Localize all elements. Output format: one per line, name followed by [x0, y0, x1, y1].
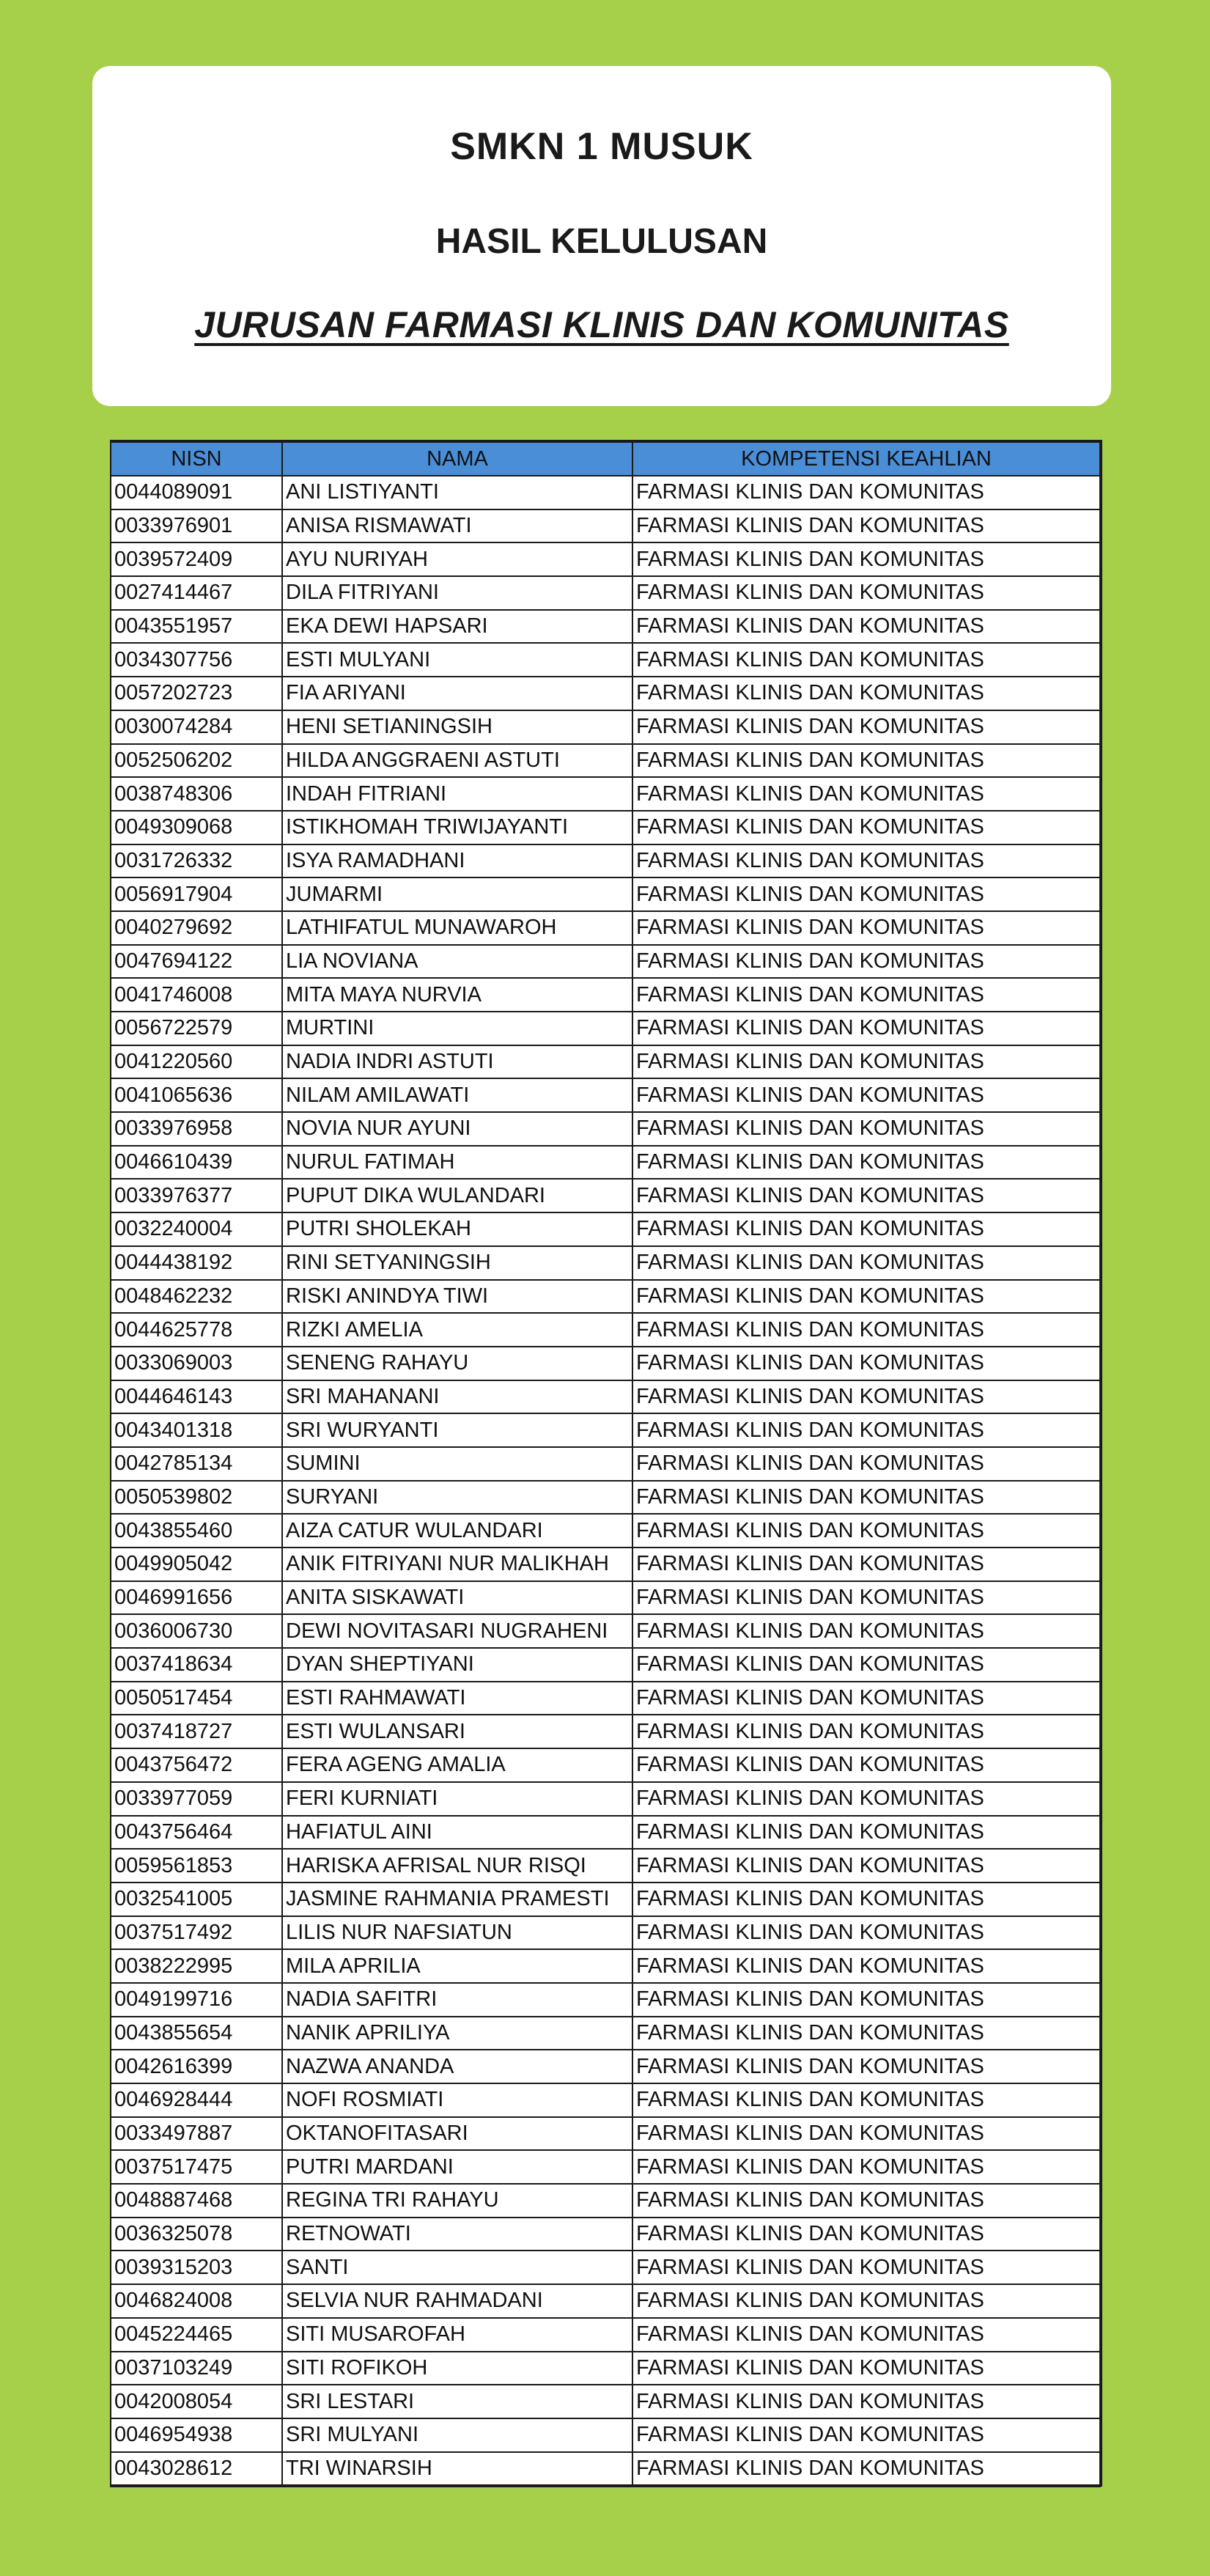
table-row [111, 2150, 1100, 2184]
table-row [111, 1112, 1100, 1146]
cell-nisn: 0032240004 [111, 1212, 282, 1246]
cell-kompetensi: FARMASI KLINIS DAN KOMUNITAS [632, 877, 1100, 911]
cell-nisn: 0044438192 [111, 1246, 282, 1280]
table-row [111, 710, 1100, 744]
cell-kompetensi: FARMASI KLINIS DAN KOMUNITAS [632, 1949, 1100, 1983]
cell-kompetensi: FARMASI KLINIS DAN KOMUNITAS [632, 1280, 1100, 1314]
cell-nisn: 0031726332 [111, 844, 282, 878]
cell-nisn: 0043401318 [111, 1413, 282, 1447]
table-row [111, 1146, 1100, 1180]
cell-nama: ANIK FITRIYANI NUR MALIKHAH [282, 1548, 632, 1581]
cell-nama: SITI ROFIKOH [282, 2352, 632, 2385]
cell-nama: SRI LESTARI [282, 2385, 632, 2418]
table-row [111, 1816, 1100, 1850]
cell-nisn: 0033976377 [111, 1179, 282, 1212]
cell-nama: SRI MAHANANI [282, 1380, 632, 1414]
graduation-table [110, 440, 1101, 2487]
table-row [111, 2385, 1100, 2418]
cell-nisn: 0043855654 [111, 2017, 282, 2050]
cell-nisn: 0041746008 [111, 978, 282, 1012]
table-row [111, 744, 1100, 778]
table-row [111, 1280, 1100, 1314]
table-row [111, 911, 1100, 945]
table-row [111, 2284, 1100, 2318]
cell-nama: HENI SETIANINGSIH [282, 710, 632, 744]
cell-nama: LIA NOVIANA [282, 945, 632, 979]
cell-nama: RINI SETYANINGSIH [282, 1246, 632, 1280]
table-row [111, 1883, 1100, 1916]
table-row [111, 2218, 1100, 2251]
cell-nama: NAZWA ANANDA [282, 2050, 632, 2083]
cell-nisn: 0046991656 [111, 1581, 282, 1615]
cell-kompetensi: FARMASI KLINIS DAN KOMUNITAS [632, 1246, 1100, 1280]
cell-nisn: 0043855460 [111, 1514, 282, 1548]
cell-nama: SRI MULYANI [282, 2418, 632, 2452]
cell-nisn: 0032541005 [111, 1883, 282, 1916]
cell-nama: PUTRI SHOLEKAH [282, 1212, 632, 1246]
table-row [111, 1614, 1100, 1648]
cell-kompetensi: FARMASI KLINIS DAN KOMUNITAS [632, 1179, 1100, 1212]
cell-nisn: 0038222995 [111, 1949, 282, 1983]
table-row [111, 1078, 1100, 1112]
table-row [111, 1045, 1100, 1079]
cell-nisn: 0037418727 [111, 1715, 282, 1748]
cell-kompetensi: FARMASI KLINIS DAN KOMUNITAS [632, 2117, 1100, 2151]
cell-kompetensi: FARMASI KLINIS DAN KOMUNITAS [632, 1447, 1100, 1481]
cell-kompetensi: FARMASI KLINIS DAN KOMUNITAS [632, 1682, 1100, 1715]
table-row [111, 877, 1100, 911]
cell-kompetensi: FARMASI KLINIS DAN KOMUNITAS [632, 2352, 1100, 2385]
cell-nisn: 0059561853 [111, 1849, 282, 1883]
cell-kompetensi: FARMASI KLINIS DAN KOMUNITAS [632, 576, 1100, 610]
cell-nisn: 0047694122 [111, 945, 282, 979]
cell-nisn: 0040279692 [111, 911, 282, 945]
cell-nama: HILDA ANGGRAENI ASTUTI [282, 744, 632, 778]
cell-nama: DEWI NOVITASARI NUGRAHENI [282, 1614, 632, 1648]
cell-kompetensi: FARMASI KLINIS DAN KOMUNITAS [632, 978, 1100, 1012]
table-row [111, 576, 1100, 610]
cell-kompetensi: FARMASI KLINIS DAN KOMUNITAS [632, 2251, 1100, 2284]
table-row [111, 1012, 1100, 1045]
cell-nama: NOFI ROSMIATI [282, 2083, 632, 2117]
cell-nama: ESTI RAHMAWATI [282, 1682, 632, 1715]
cell-kompetensi: FARMASI KLINIS DAN KOMUNITAS [632, 1916, 1100, 1950]
cell-kompetensi: FARMASI KLINIS DAN KOMUNITAS [632, 844, 1100, 878]
cell-nisn: 0043756464 [111, 1816, 282, 1850]
cell-nisn: 0033497887 [111, 2117, 282, 2151]
cell-nama: EKA DEWI HAPSARI [282, 610, 632, 644]
cell-nama: MITA MAYA NURVIA [282, 978, 632, 1012]
cell-nisn: 0044646143 [111, 1380, 282, 1414]
cell-nisn: 0033069003 [111, 1347, 282, 1380]
cell-nama: TRI WINARSIH [282, 2452, 632, 2487]
cell-kompetensi: FARMASI KLINIS DAN KOMUNITAS [632, 509, 1100, 543]
cell-nama: MILA APRILIA [282, 1949, 632, 1983]
table-row [111, 2017, 1100, 2050]
cell-nisn: 0030074284 [111, 710, 282, 744]
table-row [111, 1413, 1100, 1447]
cell-nama: NANIK APRILIYA [282, 2017, 632, 2050]
table-row [111, 1715, 1100, 1748]
cell-kompetensi: FARMASI KLINIS DAN KOMUNITAS [632, 945, 1100, 979]
cell-kompetensi: FARMASI KLINIS DAN KOMUNITAS [632, 542, 1100, 576]
cell-nama: DILA FITRIYANI [282, 576, 632, 610]
table-row [111, 811, 1100, 844]
cell-kompetensi: FARMASI KLINIS DAN KOMUNITAS [632, 811, 1100, 844]
cell-kompetensi: FARMASI KLINIS DAN KOMUNITAS [632, 1413, 1100, 1447]
cell-nisn: 0050517454 [111, 1682, 282, 1715]
cell-nama: SURYANI [282, 1481, 632, 1515]
table-header-row [111, 441, 1100, 476]
table-row [111, 1179, 1100, 1212]
cell-kompetensi: FARMASI KLINIS DAN KOMUNITAS [632, 2318, 1100, 2352]
cell-kompetensi: FARMASI KLINIS DAN KOMUNITAS [632, 1816, 1100, 1850]
cell-nisn: 0048887468 [111, 2184, 282, 2218]
cell-nisn: 0046954938 [111, 2418, 282, 2452]
cell-kompetensi: FARMASI KLINIS DAN KOMUNITAS [632, 1045, 1100, 1079]
cell-nama: JUMARMI [282, 877, 632, 911]
cell-kompetensi: FARMASI KLINIS DAN KOMUNITAS [632, 744, 1100, 778]
cell-nama: PUTRI MARDANI [282, 2150, 632, 2184]
table-row [111, 2452, 1100, 2487]
table-row [111, 509, 1100, 543]
table-row [111, 1782, 1100, 1816]
cell-kompetensi: FARMASI KLINIS DAN KOMUNITAS [632, 677, 1100, 710]
table-row [111, 2318, 1100, 2352]
cell-kompetensi: FARMASI KLINIS DAN KOMUNITAS [632, 1380, 1100, 1414]
cell-nisn: 0036325078 [111, 2218, 282, 2251]
cell-kompetensi: FARMASI KLINIS DAN KOMUNITAS [632, 1313, 1100, 1347]
cell-kompetensi: FARMASI KLINIS DAN KOMUNITAS [632, 1581, 1100, 1615]
cell-nama: HAFIATUL AINI [282, 1816, 632, 1850]
cell-kompetensi: FARMASI KLINIS DAN KOMUNITAS [632, 2184, 1100, 2218]
cell-nama: NOVIA NUR AYUNI [282, 1112, 632, 1146]
table-row [111, 677, 1100, 710]
cell-kompetensi: FARMASI KLINIS DAN KOMUNITAS [632, 1548, 1100, 1581]
table-row [111, 1849, 1100, 1883]
cell-nama: AYU NURIYAH [282, 542, 632, 576]
table-row [111, 610, 1100, 644]
cell-kompetensi: FARMASI KLINIS DAN KOMUNITAS [632, 1146, 1100, 1180]
cell-nama: SITI MUSAROFAH [282, 2318, 632, 2352]
table-row [111, 1949, 1100, 1983]
cell-nisn: 0046610439 [111, 1146, 282, 1180]
cell-nisn: 0052506202 [111, 744, 282, 778]
cell-nisn: 0056722579 [111, 1012, 282, 1045]
cell-nisn: 0043551957 [111, 610, 282, 644]
cell-nisn: 0037418634 [111, 1648, 282, 1682]
table-row [111, 1514, 1100, 1548]
cell-nisn: 0033976958 [111, 1112, 282, 1146]
cell-kompetensi: FARMASI KLINIS DAN KOMUNITAS [632, 1514, 1100, 1548]
cell-nama: NURUL FATIMAH [282, 1146, 632, 1180]
cell-nisn: 0045224465 [111, 2318, 282, 2352]
cell-nisn: 0039572409 [111, 542, 282, 576]
table-row [111, 2352, 1100, 2385]
cell-nisn: 0046824008 [111, 2284, 282, 2318]
cell-nama: JASMINE RAHMANIA PRAMESTI [282, 1883, 632, 1916]
cell-kompetensi: FARMASI KLINIS DAN KOMUNITAS [632, 2284, 1100, 2318]
cell-kompetensi: FARMASI KLINIS DAN KOMUNITAS [632, 1481, 1100, 1515]
cell-nama: ISYA RAMADHANI [282, 844, 632, 878]
table-row [111, 2418, 1100, 2452]
table-row [111, 2184, 1100, 2218]
cell-nisn: 0027414467 [111, 576, 282, 610]
cell-nisn: 0057202723 [111, 677, 282, 710]
cell-nama: SENENG RAHAYU [282, 1347, 632, 1380]
cell-nisn: 0037517492 [111, 1916, 282, 1950]
table-row [111, 1983, 1100, 2017]
table-row [111, 2083, 1100, 2117]
table-row [111, 1313, 1100, 1347]
column-header-nisn: NISN [111, 441, 282, 476]
cell-nama: NILAM AMILAWATI [282, 1078, 632, 1112]
cell-kompetensi: FARMASI KLINIS DAN KOMUNITAS [632, 1715, 1100, 1748]
cell-kompetensi: FARMASI KLINIS DAN KOMUNITAS [632, 1782, 1100, 1816]
cell-kompetensi: FARMASI KLINIS DAN KOMUNITAS [632, 2017, 1100, 2050]
cell-kompetensi: FARMASI KLINIS DAN KOMUNITAS [632, 2218, 1100, 2251]
cell-nisn: 0042785134 [111, 1447, 282, 1481]
major-title: JURUSAN FARMASI KLINIS DAN KOMUNITAS [194, 304, 1009, 345]
cell-nisn: 0033976901 [111, 509, 282, 543]
column-header-kompetensi: KOMPETENSI KEAHLIAN [632, 441, 1100, 476]
table-row [111, 1581, 1100, 1615]
cell-nama: RISKI ANINDYA TIWI [282, 1280, 632, 1314]
cell-kompetensi: FARMASI KLINIS DAN KOMUNITAS [632, 476, 1100, 509]
table-row [111, 1748, 1100, 1782]
cell-kompetensi: FARMASI KLINIS DAN KOMUNITAS [632, 1614, 1100, 1648]
cell-kompetensi: FARMASI KLINIS DAN KOMUNITAS [632, 2418, 1100, 2452]
cell-nisn: 0044089091 [111, 476, 282, 509]
cell-nama: NADIA SAFITRI [282, 1983, 632, 2017]
cell-nama: ANISA RISMAWATI [282, 509, 632, 543]
cell-kompetensi: FARMASI KLINIS DAN KOMUNITAS [632, 1883, 1100, 1916]
cell-nisn: 0043028612 [111, 2452, 282, 2487]
table-row [111, 1347, 1100, 1380]
cell-nama: LILIS NUR NAFSIATUN [282, 1916, 632, 1950]
table-row [111, 2050, 1100, 2083]
cell-nama: ESTI MULYANI [282, 643, 632, 677]
cell-nisn: 0033977059 [111, 1782, 282, 1816]
table-row [111, 2251, 1100, 2284]
cell-kompetensi: FARMASI KLINIS DAN KOMUNITAS [632, 1112, 1100, 1146]
cell-kompetensi: FARMASI KLINIS DAN KOMUNITAS [632, 1648, 1100, 1682]
cell-nisn: 0038748306 [111, 777, 282, 811]
cell-nisn: 0042008054 [111, 2385, 282, 2418]
cell-nama: INDAH FITRIANI [282, 777, 632, 811]
cell-kompetensi: FARMASI KLINIS DAN KOMUNITAS [632, 1078, 1100, 1112]
cell-nisn: 0041065636 [111, 1078, 282, 1112]
cell-kompetensi: FARMASI KLINIS DAN KOMUNITAS [632, 2452, 1100, 2487]
cell-nama: PUPUT DIKA WULANDARI [282, 1179, 632, 1212]
cell-kompetensi: FARMASI KLINIS DAN KOMUNITAS [632, 643, 1100, 677]
cell-nama: RETNOWATI [282, 2218, 632, 2251]
document-title: HASIL KELULUSAN [435, 222, 768, 261]
cell-kompetensi: FARMASI KLINIS DAN KOMUNITAS [632, 710, 1100, 744]
cell-nama: SRI WURYANTI [282, 1413, 632, 1447]
cell-nama: SELVIA NUR RAHMADANI [282, 2284, 632, 2318]
table-row [111, 2117, 1100, 2151]
table-row [111, 978, 1100, 1012]
cell-nisn: 0049199716 [111, 1983, 282, 2017]
table-row [111, 1548, 1100, 1581]
cell-nama: FERA AGENG AMALIA [282, 1748, 632, 1782]
header-card [92, 66, 1111, 406]
cell-nama: RIZKI AMELIA [282, 1313, 632, 1347]
table-row [111, 1380, 1100, 1414]
cell-kompetensi: FARMASI KLINIS DAN KOMUNITAS [632, 1347, 1100, 1380]
table-row [111, 476, 1100, 509]
cell-nama: SUMINI [282, 1447, 632, 1481]
cell-nisn: 0042616399 [111, 2050, 282, 2083]
cell-nisn: 0036006730 [111, 1614, 282, 1648]
cell-nama: SANTI [282, 2251, 632, 2284]
cell-kompetensi: FARMASI KLINIS DAN KOMUNITAS [632, 2385, 1100, 2418]
cell-nisn: 0044625778 [111, 1313, 282, 1347]
cell-nama: ESTI WULANSARI [282, 1715, 632, 1748]
cell-nisn: 0046928444 [111, 2083, 282, 2117]
table-row [111, 542, 1100, 576]
cell-nama: LATHIFATUL MUNAWAROH [282, 911, 632, 945]
cell-nama: FERI KURNIATI [282, 1782, 632, 1816]
cell-nama: ANITA SISKAWATI [282, 1581, 632, 1615]
cell-nisn: 0034307756 [111, 643, 282, 677]
table-row [111, 1682, 1100, 1715]
cell-kompetensi: FARMASI KLINIS DAN KOMUNITAS [632, 2050, 1100, 2083]
table-row [111, 777, 1100, 811]
table-row [111, 643, 1100, 677]
cell-kompetensi: FARMASI KLINIS DAN KOMUNITAS [632, 1212, 1100, 1246]
cell-kompetensi: FARMASI KLINIS DAN KOMUNITAS [632, 911, 1100, 945]
cell-kompetensi: FARMASI KLINIS DAN KOMUNITAS [632, 1983, 1100, 2017]
cell-kompetensi: FARMASI KLINIS DAN KOMUNITAS [632, 2083, 1100, 2117]
table-row [111, 1648, 1100, 1682]
cell-nama: ANI LISTIYANTI [282, 476, 632, 509]
cell-nama: REGINA TRI RAHAYU [282, 2184, 632, 2218]
graduation-table-container [110, 440, 1102, 2487]
cell-nisn: 0050539802 [111, 1481, 282, 1515]
table-row [111, 844, 1100, 878]
cell-kompetensi: FARMASI KLINIS DAN KOMUNITAS [632, 777, 1100, 811]
table-row [111, 1246, 1100, 1280]
table-row [111, 1447, 1100, 1481]
table-body [111, 476, 1100, 2486]
cell-nama: AIZA CATUR WULANDARI [282, 1514, 632, 1548]
cell-kompetensi: FARMASI KLINIS DAN KOMUNITAS [632, 610, 1100, 644]
cell-nisn: 0048462232 [111, 1280, 282, 1314]
table-row [111, 945, 1100, 979]
cell-nama: NADIA INDRI ASTUTI [282, 1045, 632, 1079]
cell-nama: HARISKA AFRISAL NUR RISQI [282, 1849, 632, 1883]
table-row [111, 1481, 1100, 1515]
cell-kompetensi: FARMASI KLINIS DAN KOMUNITAS [632, 1012, 1100, 1045]
cell-nama: FIA ARIYANI [282, 677, 632, 710]
cell-kompetensi: FARMASI KLINIS DAN KOMUNITAS [632, 1849, 1100, 1883]
cell-nama: OKTANOFITASARI [282, 2117, 632, 2151]
school-name: SMKN 1 MUSUK [450, 125, 753, 168]
cell-kompetensi: FARMASI KLINIS DAN KOMUNITAS [632, 2150, 1100, 2184]
table-row [111, 1212, 1100, 1246]
cell-nama: MURTINI [282, 1012, 632, 1045]
cell-nama: DYAN SHEPTIYANI [282, 1648, 632, 1682]
cell-nisn: 0037103249 [111, 2352, 282, 2385]
cell-nisn: 0056917904 [111, 877, 282, 911]
cell-kompetensi: FARMASI KLINIS DAN KOMUNITAS [632, 1748, 1100, 1782]
cell-nisn: 0049309068 [111, 811, 282, 844]
cell-nisn: 0039315203 [111, 2251, 282, 2284]
cell-nisn: 0037517475 [111, 2150, 282, 2184]
cell-nisn: 0049905042 [111, 1548, 282, 1581]
cell-nama: ISTIKHOMAH TRIWIJAYANTI [282, 811, 632, 844]
table-row [111, 1916, 1100, 1950]
column-header-nama: NAMA [282, 441, 632, 476]
cell-nisn: 0041220560 [111, 1045, 282, 1079]
cell-nisn: 0043756472 [111, 1748, 282, 1782]
